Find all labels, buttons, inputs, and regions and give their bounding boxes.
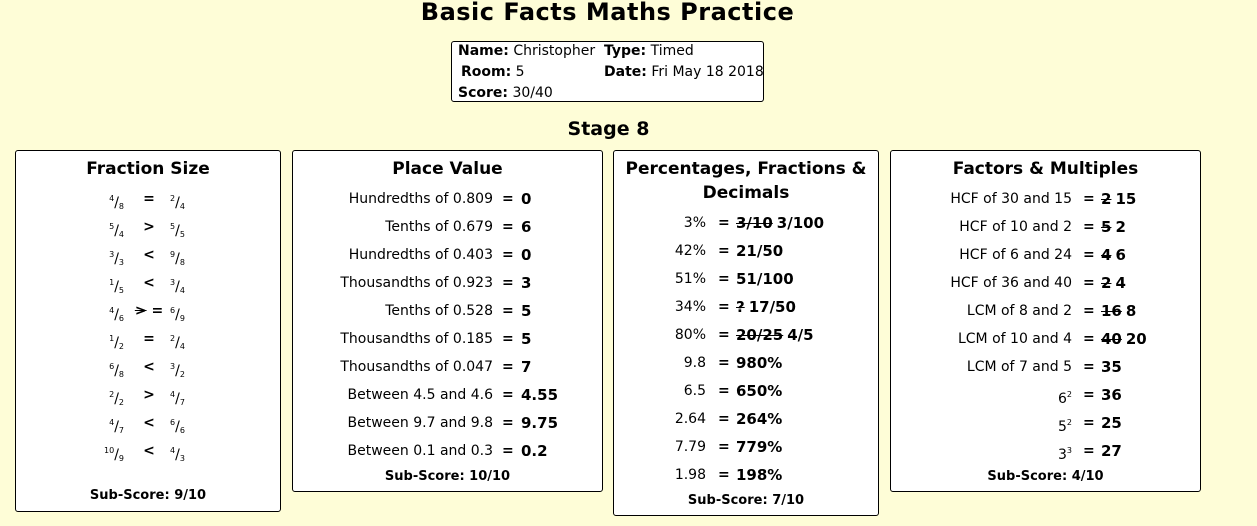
equals-sign: =	[1083, 247, 1095, 263]
fraction-right: $^9/_8$	[170, 250, 185, 267]
room-number: 5	[515, 64, 525, 80]
correct-answer: 779%	[736, 438, 783, 456]
power-exponent: 3	[1066, 446, 1072, 455]
question: 7.79	[674, 439, 706, 455]
denominator: 8	[118, 370, 124, 379]
answer: 36	[1101, 386, 1122, 404]
answer: 27	[1101, 442, 1122, 460]
numerator: 3	[170, 362, 176, 371]
wrong-answer: 2	[1101, 190, 1112, 208]
answer	[736, 209, 824, 237]
correct-answer: 2	[1115, 218, 1126, 236]
power-base: 5	[1057, 419, 1067, 435]
answer	[736, 377, 782, 405]
answer	[736, 265, 794, 293]
correct-answer: 17/50	[748, 298, 796, 316]
fraction-row	[16, 437, 280, 465]
answer: 5	[521, 330, 532, 348]
factor-row	[891, 213, 1200, 241]
answer: 7	[521, 358, 532, 376]
wrong-answer: 3/10	[736, 214, 773, 232]
fraction-right: $^3/_4$	[170, 278, 185, 295]
panel-title: Factors & Multiples	[952, 159, 1139, 179]
power-base: 3	[1057, 447, 1067, 463]
numerator: 5	[170, 222, 176, 231]
denominator: 6	[118, 314, 124, 323]
place-value-row	[293, 185, 602, 213]
place-value-row	[293, 353, 602, 381]
power-row	[891, 409, 1200, 437]
fraction-left: $^5/_4$	[109, 222, 124, 239]
equals-sign: =	[718, 467, 730, 483]
correct-answer: 35	[1101, 358, 1122, 376]
equals-sign: =	[718, 215, 730, 231]
denominator: 5	[118, 286, 124, 295]
fraction-left: $^1/_5$	[109, 278, 124, 295]
numerator: 1	[109, 278, 115, 287]
comparison-symbol	[134, 297, 164, 325]
name-row	[458, 43, 595, 59]
question: 42%	[674, 243, 706, 259]
denominator: 2	[118, 342, 124, 351]
place-value-row	[293, 297, 602, 325]
equals-sign: =	[1083, 219, 1095, 235]
power-exponent: 2	[1066, 390, 1072, 399]
denominator: 6	[179, 426, 185, 435]
denominator: 3	[118, 258, 124, 267]
place-value-row	[293, 241, 602, 269]
fraction-right: $^5/_5$	[170, 222, 185, 239]
percentage-row	[614, 293, 878, 321]
factor-row	[891, 297, 1200, 325]
percentage-row	[614, 209, 878, 237]
question: 9.8	[683, 355, 706, 371]
percentage-row	[614, 349, 878, 377]
equals-sign: =	[718, 243, 730, 259]
answer: 6	[521, 218, 532, 236]
answer	[1101, 325, 1147, 353]
question: 6.5	[683, 383, 706, 399]
answer: 0.2	[521, 442, 548, 460]
percentage-row	[614, 405, 878, 433]
fraction-right: $^2/_4$	[170, 194, 185, 211]
fraction-row	[16, 381, 280, 409]
score-label: Score:	[458, 85, 508, 101]
fraction-row	[16, 269, 280, 297]
denominator: 5	[179, 230, 185, 239]
score-row	[458, 85, 553, 101]
fraction-left: $^2/_2$	[109, 390, 124, 407]
numerator: 2	[109, 390, 115, 399]
comparison-symbol: <	[143, 359, 155, 375]
percentages-panel	[613, 150, 879, 516]
denominator: 4	[179, 202, 185, 211]
numerator: 10	[104, 446, 115, 455]
power-row	[891, 437, 1200, 465]
answer: 25	[1101, 414, 1122, 432]
correct-answer: 650%	[736, 382, 783, 400]
question: 34%	[674, 299, 706, 315]
question: 1.98	[674, 467, 706, 483]
name-label: Name:	[458, 43, 509, 59]
comparison-symbol: <	[143, 275, 155, 291]
percentage-row	[614, 237, 878, 265]
place-value-panel	[292, 150, 603, 492]
type-row	[604, 43, 694, 59]
equals-sign: =	[502, 331, 514, 347]
numerator: 4	[109, 418, 115, 427]
equals-sign: =	[1083, 387, 1095, 403]
student-name: Christopher	[513, 43, 596, 59]
equals-sign: =	[502, 415, 514, 431]
place-value-row	[293, 325, 602, 353]
wrong-answer: 40	[1101, 330, 1122, 348]
power-base: 6	[1057, 391, 1067, 407]
denominator: 4	[118, 230, 124, 239]
equals-sign: =	[718, 411, 730, 427]
place-value-row	[293, 269, 602, 297]
equals-sign: =	[1083, 191, 1095, 207]
correct-answer: 198%	[736, 466, 783, 484]
answer	[1101, 185, 1136, 213]
denominator: 2	[179, 370, 185, 379]
equals-sign: =	[502, 303, 514, 319]
wrong-answer: 20/25	[736, 326, 784, 344]
equals-sign: =	[1083, 331, 1095, 347]
correct-answer: 51/100	[736, 270, 794, 288]
equals-sign: =	[502, 275, 514, 291]
power-exponent: 2	[1066, 418, 1072, 427]
answer	[1101, 241, 1126, 269]
question: 51%	[674, 271, 706, 287]
question: Tenths of 0.528	[385, 303, 493, 319]
answer	[736, 461, 782, 489]
answer: 4.55	[521, 386, 559, 404]
numerator: 4	[170, 446, 176, 455]
denominator: 2	[118, 398, 124, 407]
numerator: 1	[109, 334, 115, 343]
denominator: 3	[179, 454, 185, 463]
denominator: 7	[179, 398, 185, 407]
comparison-symbol: <	[143, 247, 155, 263]
denominator: 9	[118, 454, 124, 463]
factor-row	[891, 241, 1200, 269]
numerator: 2	[170, 194, 176, 203]
equals-sign: =	[502, 219, 514, 235]
fraction-right: $^2/_4$	[170, 334, 185, 351]
factor-row	[891, 269, 1200, 297]
panel-title-line1: Percentages, Fractions &	[625, 159, 867, 179]
fraction-row	[16, 325, 280, 353]
comparison-symbol: <	[143, 415, 155, 431]
correct-answer: 6	[1115, 246, 1126, 264]
date-row	[604, 64, 764, 80]
correct-answer: 980%	[736, 354, 783, 372]
factor-row	[891, 185, 1200, 213]
question: LCM of 10 and 4	[957, 331, 1072, 347]
equals-sign: =	[718, 271, 730, 287]
wrong-answer: 2	[1101, 274, 1112, 292]
numerator: 4	[109, 194, 115, 203]
place-value-row	[293, 409, 602, 437]
numerator: 3	[109, 250, 115, 259]
practice-date: Fri May 18 2018	[651, 64, 764, 80]
question: Hundredths of 0.403	[348, 247, 493, 263]
fraction-row	[16, 185, 280, 213]
corrected-symbol: =	[151, 303, 164, 319]
question: Thousandths of 0.185	[340, 331, 493, 347]
answer: 5	[521, 302, 532, 320]
question: 3%	[683, 215, 706, 231]
page-title: Basic Facts Maths Practice	[420, 0, 795, 26]
comparison-symbol: <	[143, 443, 155, 459]
comparison-symbol: =	[143, 331, 155, 347]
panel-title: Place Value	[392, 159, 503, 179]
power-row	[891, 381, 1200, 409]
correct-answer: 20	[1125, 330, 1147, 348]
question: 80%	[674, 327, 706, 343]
fraction-left: $^1/_2$	[109, 334, 124, 351]
percentage-row	[614, 433, 878, 461]
correct-answer: 4/5	[787, 326, 814, 344]
answer: 0	[521, 190, 532, 208]
equals-sign: =	[1083, 443, 1095, 459]
answer	[736, 405, 782, 433]
comparison-symbol: >	[143, 219, 155, 235]
numerator: 6	[170, 306, 176, 315]
type-label: Type:	[604, 43, 647, 59]
subscore: Sub-Score: 4/10	[987, 469, 1104, 484]
wrong-answer: 16	[1101, 302, 1122, 320]
fraction-right: $^4/_7$	[170, 390, 185, 407]
numerator: 5	[109, 222, 115, 231]
numerator: 3	[170, 278, 176, 287]
panel-title-line2: Decimals	[702, 183, 790, 203]
answer	[1101, 269, 1126, 297]
numerator: 6	[170, 418, 176, 427]
fraction-right: $^6/_9$	[170, 306, 185, 323]
comparison-symbol: >	[143, 387, 155, 403]
stage-heading: Stage 8	[567, 118, 650, 140]
numerator: 4	[109, 306, 115, 315]
fraction-right: $^4/_3$	[170, 446, 185, 463]
answer	[736, 237, 783, 265]
equals-sign: =	[1083, 303, 1095, 319]
fraction-left: $^6/_8$	[109, 362, 124, 379]
equals-sign: =	[718, 327, 730, 343]
power-expression	[1058, 437, 1072, 469]
practice-type: Timed	[650, 43, 694, 59]
fraction-left: $^{10}/_9$	[104, 446, 124, 463]
fraction-row	[16, 241, 280, 269]
denominator: 4	[179, 342, 185, 351]
question: HCF of 36 and 40	[950, 275, 1072, 291]
answer	[736, 349, 782, 377]
answer	[1101, 353, 1122, 381]
correct-answer: 264%	[736, 410, 783, 428]
factor-row	[891, 325, 1200, 353]
answer: 0	[521, 246, 532, 264]
percentage-row	[614, 265, 878, 293]
percentage-row	[614, 377, 878, 405]
denominator: 7	[118, 426, 124, 435]
place-value-row	[293, 213, 602, 241]
factor-row	[891, 353, 1200, 381]
room-label: Room:	[461, 64, 512, 80]
wrong-symbol: >	[134, 303, 147, 319]
answer: 9.75	[521, 414, 559, 432]
equals-sign: =	[1083, 275, 1095, 291]
equals-sign: =	[502, 247, 514, 263]
numerator: 9	[170, 250, 176, 259]
question: HCF of 30 and 15	[950, 191, 1072, 207]
numerator: 4	[170, 390, 176, 399]
panel-title: Fraction Size	[86, 159, 210, 179]
question: Between 4.5 and 4.6	[347, 387, 493, 403]
answer: 3	[521, 274, 532, 292]
answer	[1101, 297, 1136, 325]
equals-sign: =	[1083, 415, 1095, 431]
answer	[1101, 213, 1126, 241]
question: HCF of 10 and 2	[959, 219, 1072, 235]
question: LCM of 8 and 2	[966, 303, 1072, 319]
question: Tenths of 0.679	[385, 219, 493, 235]
equals-sign: =	[1083, 359, 1095, 375]
denominator: 8	[179, 258, 185, 267]
fraction-left: $^4/_8$	[109, 194, 124, 211]
percentage-row	[614, 321, 878, 349]
denominator: 8	[118, 202, 124, 211]
fraction-left: $^4/_7$	[109, 418, 124, 435]
wrong-answer: ?	[736, 298, 745, 316]
fraction-size-panel	[15, 150, 281, 512]
fraction-right: $^3/_2$	[170, 362, 185, 379]
fraction-left: $^3/_3$	[109, 250, 124, 267]
question: LCM of 7 and 5	[966, 359, 1072, 375]
question: 2.64	[674, 411, 706, 427]
wrong-answer: 4	[1101, 246, 1112, 264]
question: Between 0.1 and 0.3	[347, 443, 493, 459]
wrong-answer: 5	[1101, 218, 1112, 236]
question: Hundredths of 0.809	[348, 191, 493, 207]
denominator: 9	[179, 314, 185, 323]
place-value-row	[293, 381, 602, 409]
correct-answer: 15	[1115, 190, 1137, 208]
equals-sign: =	[718, 355, 730, 371]
subscore: Sub-Score: 10/10	[384, 469, 511, 484]
equals-sign: =	[718, 439, 730, 455]
correct-answer: 21/50	[736, 242, 784, 260]
subscore: Sub-Score: 7/10	[687, 493, 805, 508]
equals-sign: =	[718, 299, 730, 315]
fraction-row	[16, 353, 280, 381]
question: Between 9.7 and 9.8	[347, 415, 493, 431]
equals-sign: =	[718, 383, 730, 399]
total-score: 30/40	[512, 85, 553, 101]
percentage-row	[614, 461, 878, 489]
question: Thousandths of 0.923	[340, 275, 493, 291]
fraction-right: $^6/_6$	[170, 418, 185, 435]
correct-answer: 4	[1115, 274, 1126, 292]
question: HCF of 6 and 24	[959, 247, 1072, 263]
fraction-left: $^4/_6$	[109, 306, 124, 323]
denominator: 4	[179, 286, 185, 295]
fraction-row	[16, 213, 280, 241]
fraction-row	[16, 409, 280, 437]
comparison-symbol: =	[143, 191, 155, 207]
place-value-row	[293, 437, 602, 465]
equals-sign: =	[502, 359, 514, 375]
numerator: 6	[109, 362, 115, 371]
correct-answer: 3/100	[776, 214, 825, 232]
question: Thousandths of 0.047	[340, 359, 493, 375]
answer	[736, 293, 796, 321]
correct-answer: 8	[1125, 302, 1137, 320]
equals-sign: =	[502, 191, 514, 207]
answer	[736, 321, 814, 349]
factors-panel	[890, 150, 1201, 492]
subscore: Sub-Score: 9/10	[89, 488, 207, 503]
student-info-box	[451, 41, 764, 102]
fraction-row	[16, 297, 280, 325]
equals-sign: =	[502, 387, 514, 403]
date-label: Date:	[604, 64, 647, 80]
answer	[736, 433, 782, 461]
room-row	[461, 64, 525, 80]
equals-sign: =	[502, 443, 514, 459]
numerator: 2	[170, 334, 176, 343]
